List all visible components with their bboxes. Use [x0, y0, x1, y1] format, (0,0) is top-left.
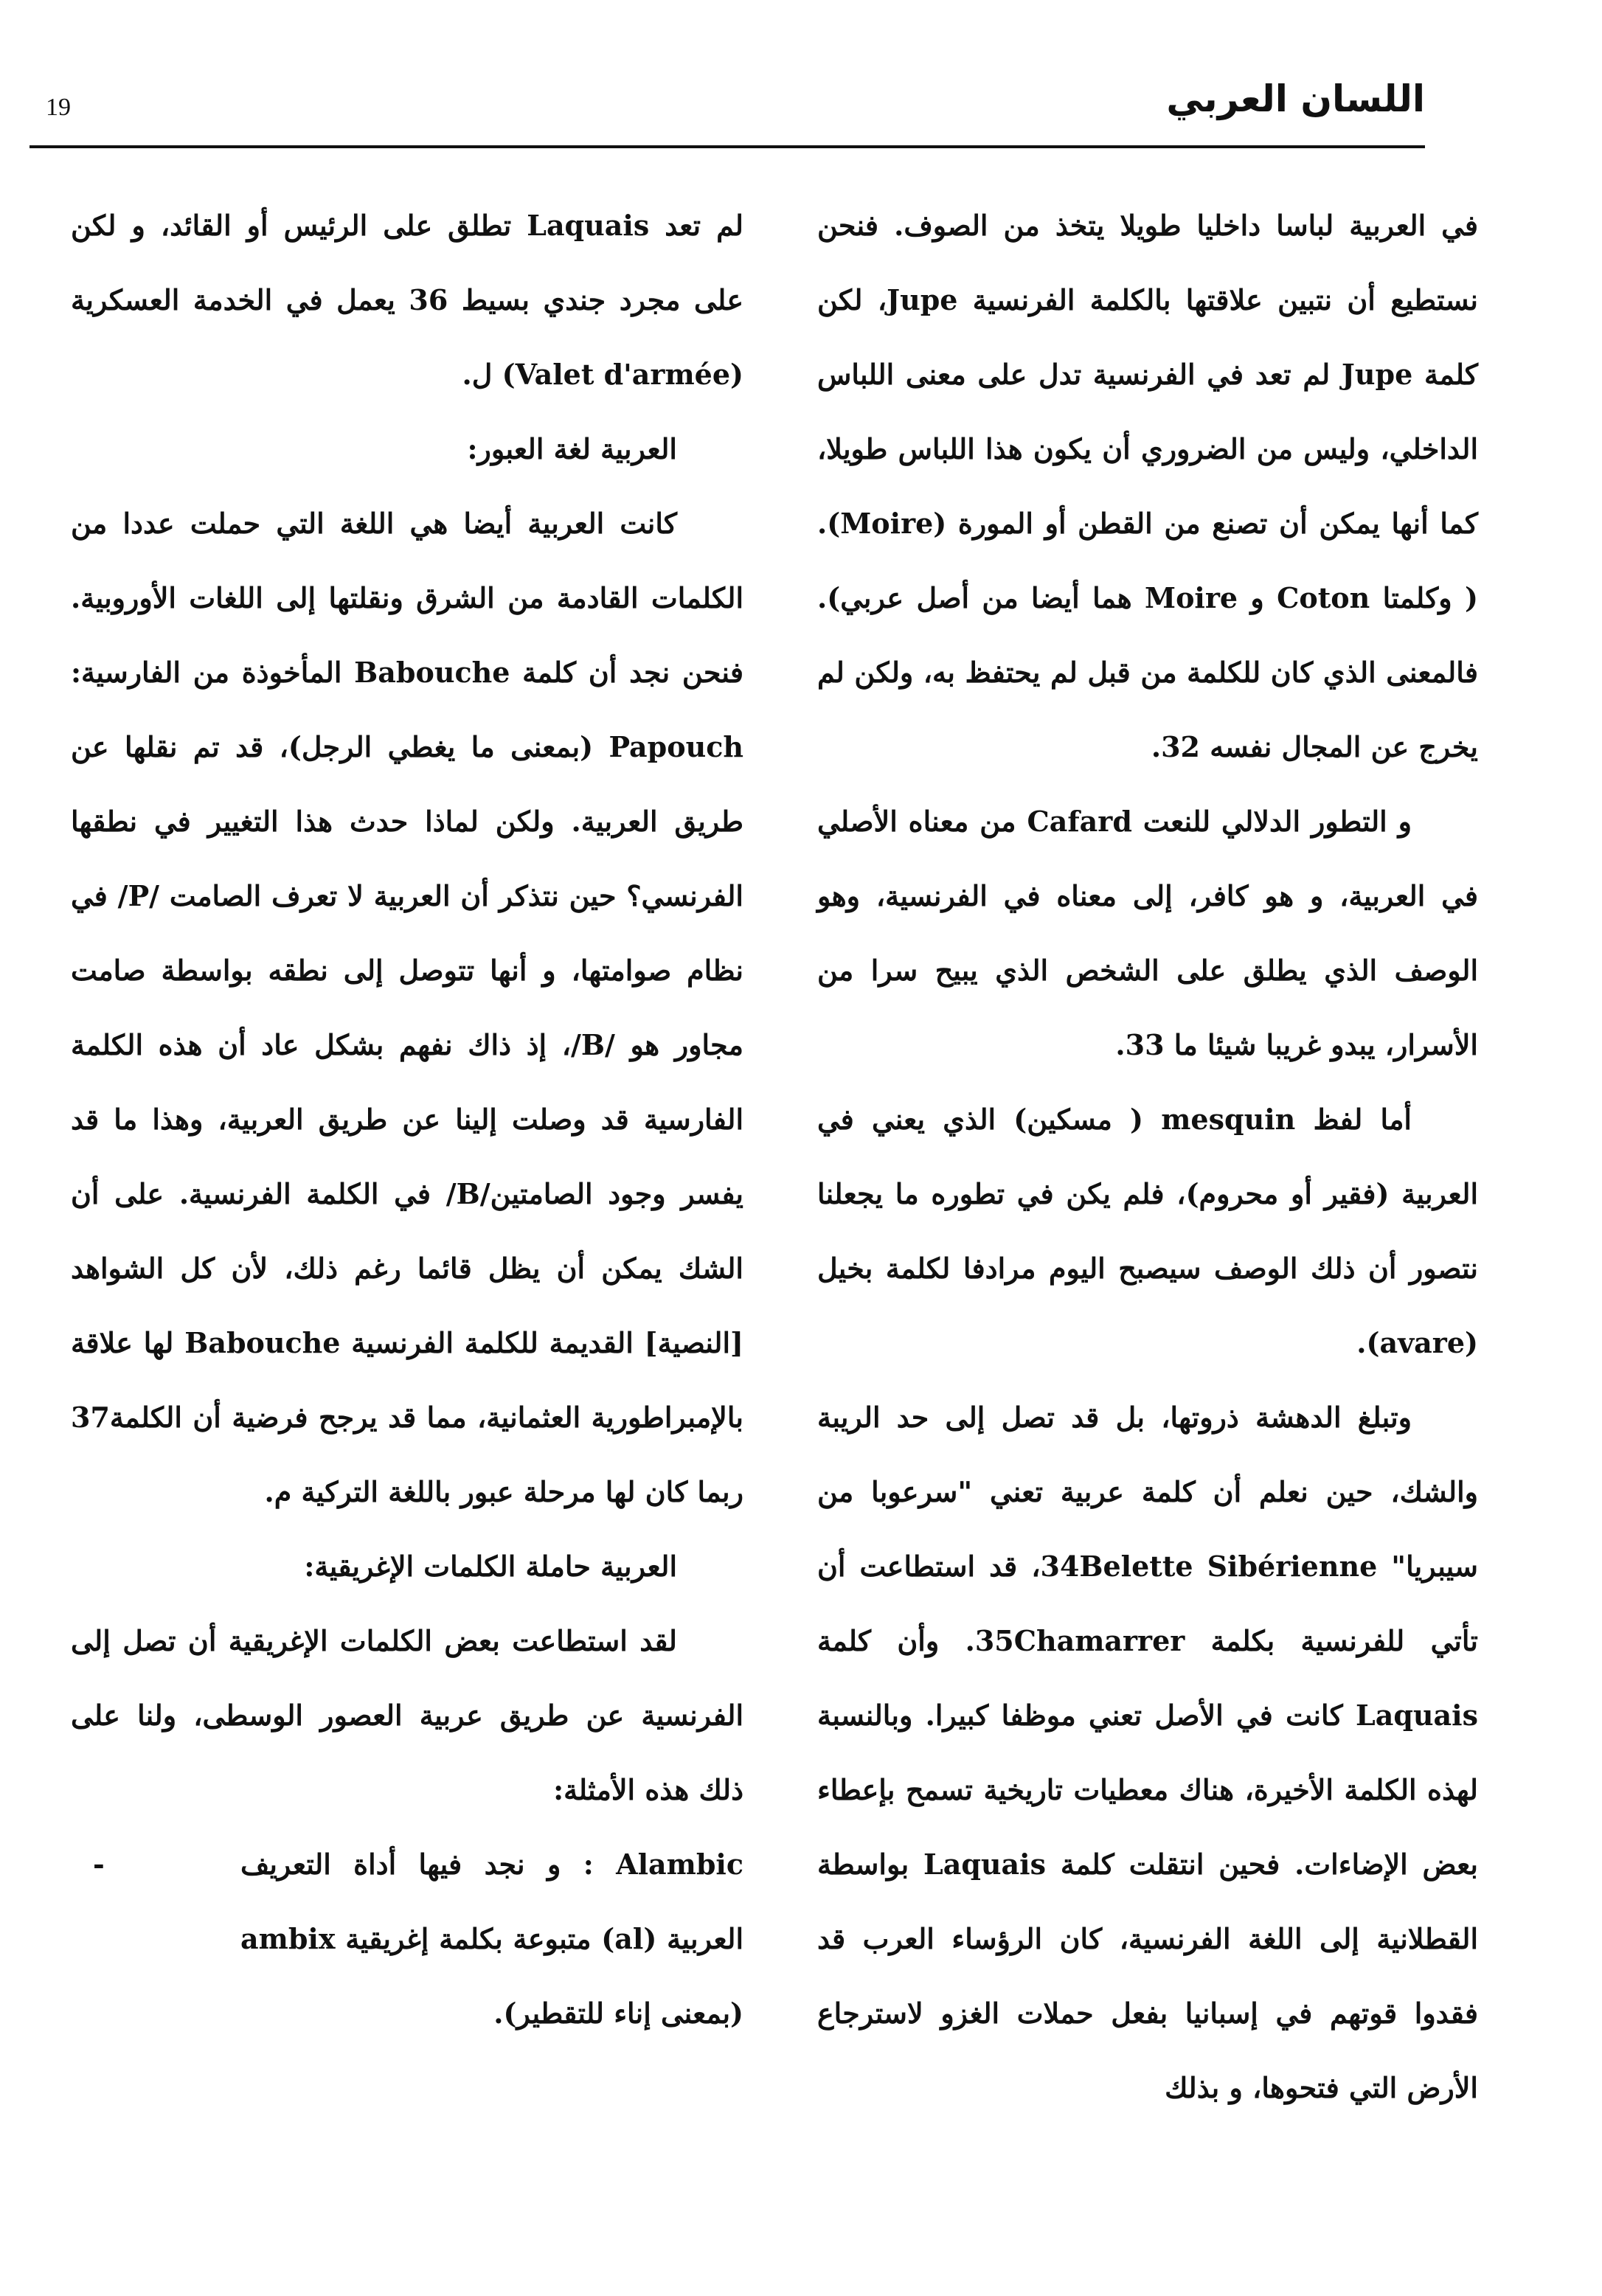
list-dash-marker: -	[93, 1848, 105, 1881]
section-heading: العربية لغة العبور:	[467, 432, 677, 465]
section-heading: العربية حاملة الكلمات الإغريقية:	[304, 1550, 677, 1583]
left-column	[71, 188, 743, 2050]
page-number: 19	[46, 94, 71, 121]
paragraph: أما لفظ mesquin ( مسكين) الذي يعني في العربية (فقير أو محروم)، فلم يكن في تطوره ما يجعلنا نتصور أن ذلك الوصف سيصبح اليوم مرادفا لكلمة بخيل (avare).	[817, 1103, 1478, 1359]
header-rule	[30, 145, 1425, 148]
paragraph: لم تعد Laquais تطلق على الرئيس أو القائد، و لكن على مجرد جندي بسيط 36 يعمل في الخدمة العسكرية (Valet d'armée) ل.	[71, 209, 743, 391]
journal-title-logo: اللسان العربي	[1166, 77, 1425, 120]
right-column	[817, 188, 1478, 2125]
list-item	[71, 1827, 743, 2050]
paragraph: وتبلغ الدهشة ذروتها، بل قد تصل إلى حد الريبة والشك، حين نعلم أن كلمة عربية تعني "سرعوبا من سيبريا" 34Belette Sibérienne، قد استطاعت أن تأتي للفرنسية بكلمة 35Chamarrer. وأن كلمة Laquais كانت في الأصل تعني موظفا كبيرا. وبالنسبة لهذه الكلمة الأخيرة، هناك معطيات تاريخية تسمح بإعطاء بعض الإضاءات. فحين انتقلت كلمة Laquais بواسطة القطلانية إلى اللغة الفرنسية، كان الرؤساء العرب قد فقدوا قوتهم في إسبانيا بفعل حملات الغزو لاسترجاع الأرض التي فتحوها، و بذلك	[817, 1401, 1478, 2104]
paragraph: و التطور الدلالي للنعت Cafard من معناه الأصلي في العربية، و هو كافر، إلى معناه في الفرنسية، وهو الوصف الذي يطلق على الشخص الذي يبيح سرا من الأسرار، يبدو غريبا شيئا ما 33.	[817, 805, 1478, 1061]
paragraph: لقد استطاعت بعض الكلمات الإغريقية أن تصل إلى الفرنسية عن طريق عربية العصور الوسطى، ولنا على ذلك هذه الأمثلة:	[71, 1624, 743, 1806]
paragraph: كانت العربية أيضا هي اللغة التي حملت عددا من الكلمات القادمة من الشرق ونقلتها إلى اللغات الأوروبية. فنحن نجد أن كلمة Babouche المأخوذة من الفارسية: Papouch (بمعنى ما يغطي الرجل)، قد تم نقلها عن طريق العربية. ولكن لماذا حدث هذا التغيير في نطقها الفرنسي؟ حين نتذكر أن العربية لا تعرف الصامت /P/ في نظام صوامتها، و أنها تتوصل إلى نطقه بواسطة صامت مجاور هو /B/، إذ ذاك نفهم بشكل عاد أن هذه الكلمة الفارسية قد وصلت إلينا عن طريق العربية، وهذا ما قد يفسر وجود الصامتين/B/ في الكلمة الفرنسية. على أن الشك يمكن أن يظل قائما رغم ذلك، لأن كل الشواهد [النصية] القديمة للكلمة الفرنسية Babouche لها علاقة بالإمبراطورية العثمانية، مما قد يرجح فرضية أن الكلمة37 ربما كان لها مرحلة عبور باللغة التركية م.	[71, 507, 744, 1508]
paragraph: في العربية لباسا داخليا طويلا يتخذ من الصوف. فنحن نستطيع أن نتبين علاقتها بالكلمة الفرنسية Jupe، لكن كلمة Jupe لم تعد في الفرنسية تدل على معنى اللباس الداخلي، وليس من الضروري أن يكون هذا اللباس طويلا، كما أنها يمكن أن تصنع من القطن أو المورة (Moire). ( وكلمتا Coton و Moire هما أيضا من أصل عربي). فالمعنى الذي كان للكلمة من قبل لم يحتفظ به، ولكن لم يخرج عن المجال نفسه 32.	[817, 209, 1478, 763]
list-item-text: Alambic : و نجد فيها أداة التعريف العربية (al) متبوعة بكلمة إغريقية ambix (بمعنى إناء للتقطير).	[240, 1848, 744, 2030]
